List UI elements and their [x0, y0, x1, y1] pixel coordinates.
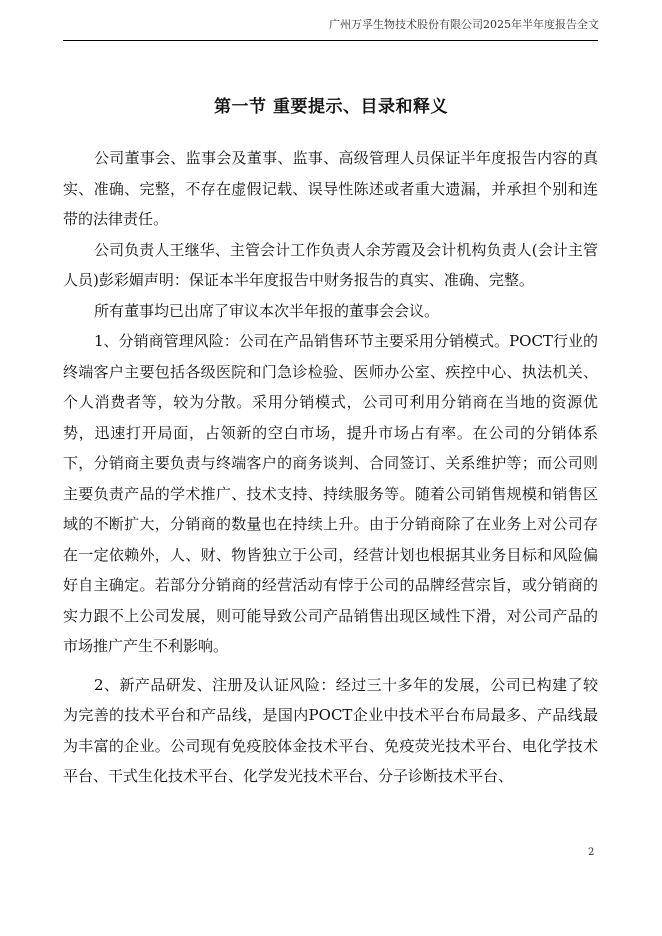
header-title: 广州万孚生物技术股份有限公司2025年半年度报告全文	[329, 18, 599, 31]
paragraph-spacer	[63, 662, 598, 670]
paragraph-distributor-risk: 1、分销商管理风险：公司在产品销售环节主要采用分销模式。POCT行业的终端客户主要包括各级医院和门急诊检验、医师办公室、疾控中心、执法机关、个人消费者等，较为分散。采用分销模式，公司可利用分销商在当地的资源优势，迅速打开局面，占领新的空白市场，提升市场占有率。在公司的分销体系下，分销商主要负责与终端客户的商务谈判、合同签订、关系维护等；而公司则主要负责产品的学术推广、技术支持、持续服务等。随着公司销售规模和销售区域的不断扩大，分销商的数量也在持续上升。由于分销商除了在业务上对公司存在一定依赖外，人、财、物皆独立于公司，经营计划也根据其业务目标和风险偏好自主确定。若部分分销商的经营活动有悖于公司的品牌经营宗旨，或分销商的实力跟不上公司发展，则可能导致公司产品销售出现区域性下滑，对公司产品的市场推广产生不利影响。	[63, 332, 598, 655]
page-number: 2	[588, 847, 595, 858]
paragraph-board-attendance: 所有董事均已出席了审议本次半年报的董事会会议。	[94, 301, 440, 320]
header-divider	[63, 40, 598, 41]
paragraph-new-product-risk: 2、新产品研发、注册及认证风险：经过三十多年的发展，公司已构建了较为完善的技术平台和产品线，是国内POCT企业中技术平台布局最多、产品线最为丰富的企业。公司现有免疫胶体金技术平台、免疫荧光技术平台、电化学技术平台、干式生化技术平台、化学发光技术平台、分子诊断技术平台、	[63, 675, 598, 785]
paragraph-declaration: 公司负责人王继华、主管会计工作负责人余芳霞及会计机构负责人(会计主管人员)彭彩媚声明：保证本半年度报告中财务报告的真实、准确、完整。	[63, 240, 598, 289]
section-title: 第一节 重要提示、目录和释义	[214, 97, 448, 117]
document-body	[63, 143, 598, 792]
paragraph-responsibility: 公司董事会、监事会及董事、监事、高级管理人员保证半年度报告内容的真实、准确、完整，不存在虚假记载、误导性陈述或者重大遗漏，并承担个别和连带的法律责任。	[63, 149, 598, 228]
